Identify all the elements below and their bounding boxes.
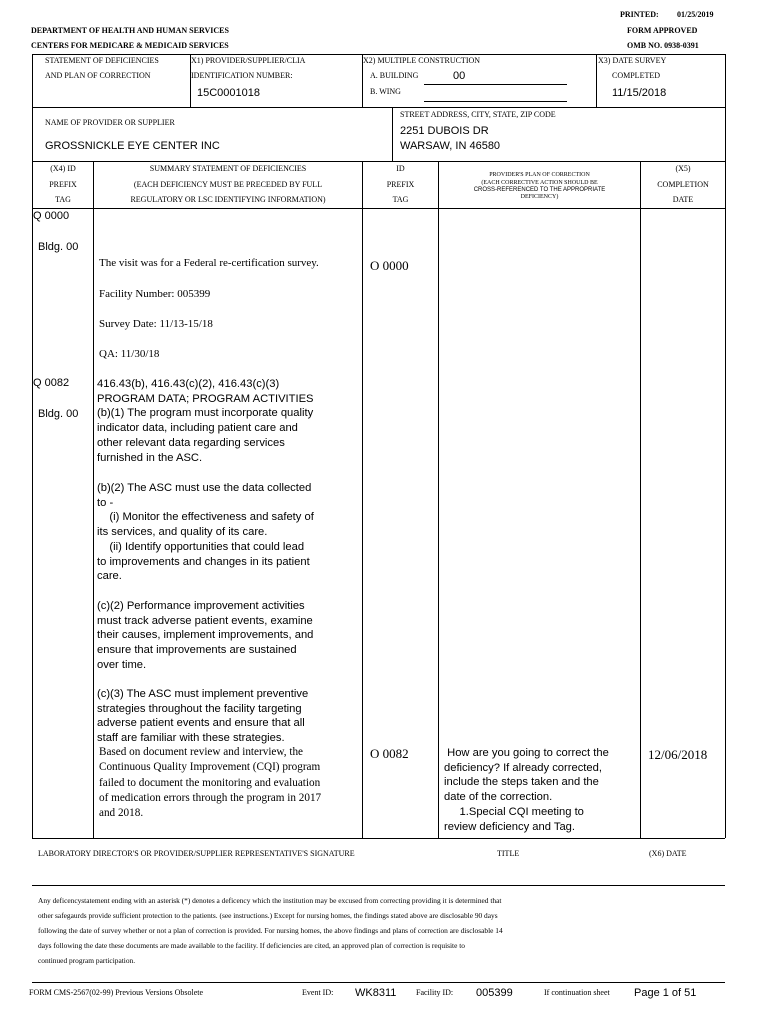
disclaimer-text: Any deficencystatement ending with an asterisk (*) denotes a deficency which the institution may be excused from correcting providing it is determined that other safegaurds provide sufficient protection to the patients. (see instructions.) Except for nursing homes, the findings stated above are disclosable 90 days following the date of survey whether or not a plan of correction is provided. For nursing homes, the above findings and plans of correction are disclosable 14 days following the date these documents are made available to the facility. If deficiencies are cited, an approved plan of correction is requisite to continued program participation. — [38, 896, 503, 966]
summary-header-1: SUMMARY STATEMENT OF DEFICIENCIES — [149, 164, 307, 173]
title-label: TITLE — [497, 849, 520, 858]
plan-header-3: CROSS-REFERENCED TO THE APPROPRIATE — [473, 187, 606, 193]
plan-header-1: PROVIDER'S PLAN OF CORRECTION — [489, 172, 590, 178]
id-header-1: ID — [396, 164, 405, 173]
event-id-label: Event ID: — [302, 988, 334, 997]
dept-title: DEPARTMENT OF HEALTH AND HUMAN SERVICES — [31, 26, 229, 35]
address-label: STREET ADDRESS, CITY, STATE, ZIP CODE — [400, 110, 556, 119]
provider-name-value: GROSSNICKLE EYE CENTER INC — [45, 140, 220, 152]
printed-date: 01/25/2019 — [677, 10, 714, 19]
intro-text: The visit was for a Federal re-certification survey. — [99, 257, 319, 269]
prefix-tag-1: Q 0000 — [33, 210, 70, 222]
event-id-value: WK8311 — [355, 987, 397, 999]
facility-number: Facility Number: 005399 — [99, 288, 211, 300]
building-label: A. BUILDING — [370, 71, 419, 80]
summary-header-3: REGULATORY OR LSC IDENTIFYING INFORMATION) — [130, 195, 326, 204]
plan-header-4: DEFICIENCY) — [520, 194, 559, 200]
plan-header-2: (EACH CORRECTIVE ACTION SHOULD BE — [481, 180, 598, 186]
form-number: FORM CMS-2567(02-99) Previous Versions Obsolete — [29, 988, 204, 997]
wing-label: B. WING — [370, 87, 401, 96]
building-tag-1: Bldg. 00 — [38, 241, 79, 253]
building-value: 00 — [453, 70, 466, 82]
id-prefix-tag-1: O 0000 — [370, 258, 409, 273]
id-header-3: TAG — [392, 195, 409, 204]
qa-text: QA: 11/30/18 — [99, 348, 160, 360]
omb-number: OMB NO. 0938-0391 — [627, 41, 699, 50]
survey-date-value: 11/15/2018 — [612, 87, 667, 99]
completion-date: 12/06/2018 — [648, 747, 708, 762]
provider-id-value: 15C0001018 — [197, 87, 261, 99]
x5-header-3: DATE — [672, 195, 694, 204]
printed-label: PRINTED: — [620, 10, 659, 19]
x4-header-1: (X4) ID — [50, 164, 76, 173]
address-line-2: WARSAW, IN 46580 — [400, 140, 501, 152]
statement-label-2: AND PLAN OF CORRECTION — [45, 71, 151, 80]
regulation-text: 416.43(b), 416.43(c)(2), 416.43(c)(3) PROGRAM DATA; PROGRAM ACTIVITIES (b)(1) The program must incorporate quality indicator data, including patient care and other relevant data regarding services furnished in the ASC. — [97, 378, 314, 464]
x1-label-1: X1) PROVIDER/SUPPLIER/CLIA — [191, 56, 306, 65]
x5-header-2: COMPLETION — [657, 180, 709, 189]
x1-label-2: IDENTIFICATION NUMBER: — [191, 71, 293, 80]
summary-header-2: (EACH DEFICIENCY MUST BE PRECEDED BY FULL — [133, 180, 323, 189]
continuation-label: If continuation sheet — [544, 988, 610, 997]
building-tag-2: Bldg. 00 — [38, 408, 79, 420]
facility-id-value: 005399 — [476, 987, 513, 999]
page-number: Page 1 of 51 — [634, 987, 697, 999]
address-line-1: 2251 DUBOIS DR — [400, 125, 489, 137]
provider-name-label: NAME OF PROVIDER OR SUPPLIER — [45, 118, 175, 127]
c3-text: (c)(3) The ASC must implement preventive strategies throughout the facility targeting adverse patient events and ensure that all staff are familiar with these strategies. — [97, 688, 309, 745]
plan-of-correction-text: How are you going to correct the deficiency? If already corrected, include the steps taken and the date of the correction. 1.Special CQI meeting to review deficiency and Tag. — [444, 747, 609, 833]
x6-date-label: (X6) DATE — [649, 849, 687, 858]
x4-header-2: PREFIX — [49, 180, 77, 189]
statement-label-1: STATEMENT OF DEFICIENCIES — [45, 56, 159, 65]
survey-date-text: Survey Date: 11/13-15/18 — [99, 318, 213, 330]
prefix-tag-2: Q 0082 — [33, 377, 70, 389]
director-signature-label: LABORATORY DIRECTOR'S OR PROVIDER/SUPPLIER REPRESENTATIVE'S SIGNATURE — [38, 849, 355, 858]
id-header-2: PREFIX — [386, 180, 415, 189]
b2-text: (b)(2) The ASC must use the data collected to - (i) Monitor the effectiveness and safety of its services, and quality of its care. (ii) Identify opportunities that could lead to improvements and changes in its patient care. — [97, 482, 314, 583]
x4-header-3: TAG — [55, 195, 71, 204]
form-approved: FORM APPROVED — [627, 26, 698, 35]
x5-header-1: (X5) — [675, 164, 691, 173]
facility-id-label: Facility ID: — [416, 988, 454, 997]
centers-title: CENTERS FOR MEDICARE & MEDICAID SERVICES — [31, 41, 229, 50]
id-prefix-tag-2: O 0082 — [370, 746, 409, 761]
x2-title: X2) MULTIPLE CONSTRUCTION — [363, 56, 481, 65]
finding-text: Based on document review and interview, the Continuous Quality Improvement (CQI) program failed to document the monitoring and evaluation of medication errors through the program in 2017 and 2018. — [99, 746, 322, 820]
x3-label-1: X3) DATE SURVEY — [598, 56, 667, 65]
x3-label-2: COMPLETED — [612, 71, 660, 80]
c2-text: (c)(2) Performance improvement activities must track adverse patient events, examine their causes, implement improvements, and ensure that improvements are sustained over time. — [97, 600, 314, 671]
